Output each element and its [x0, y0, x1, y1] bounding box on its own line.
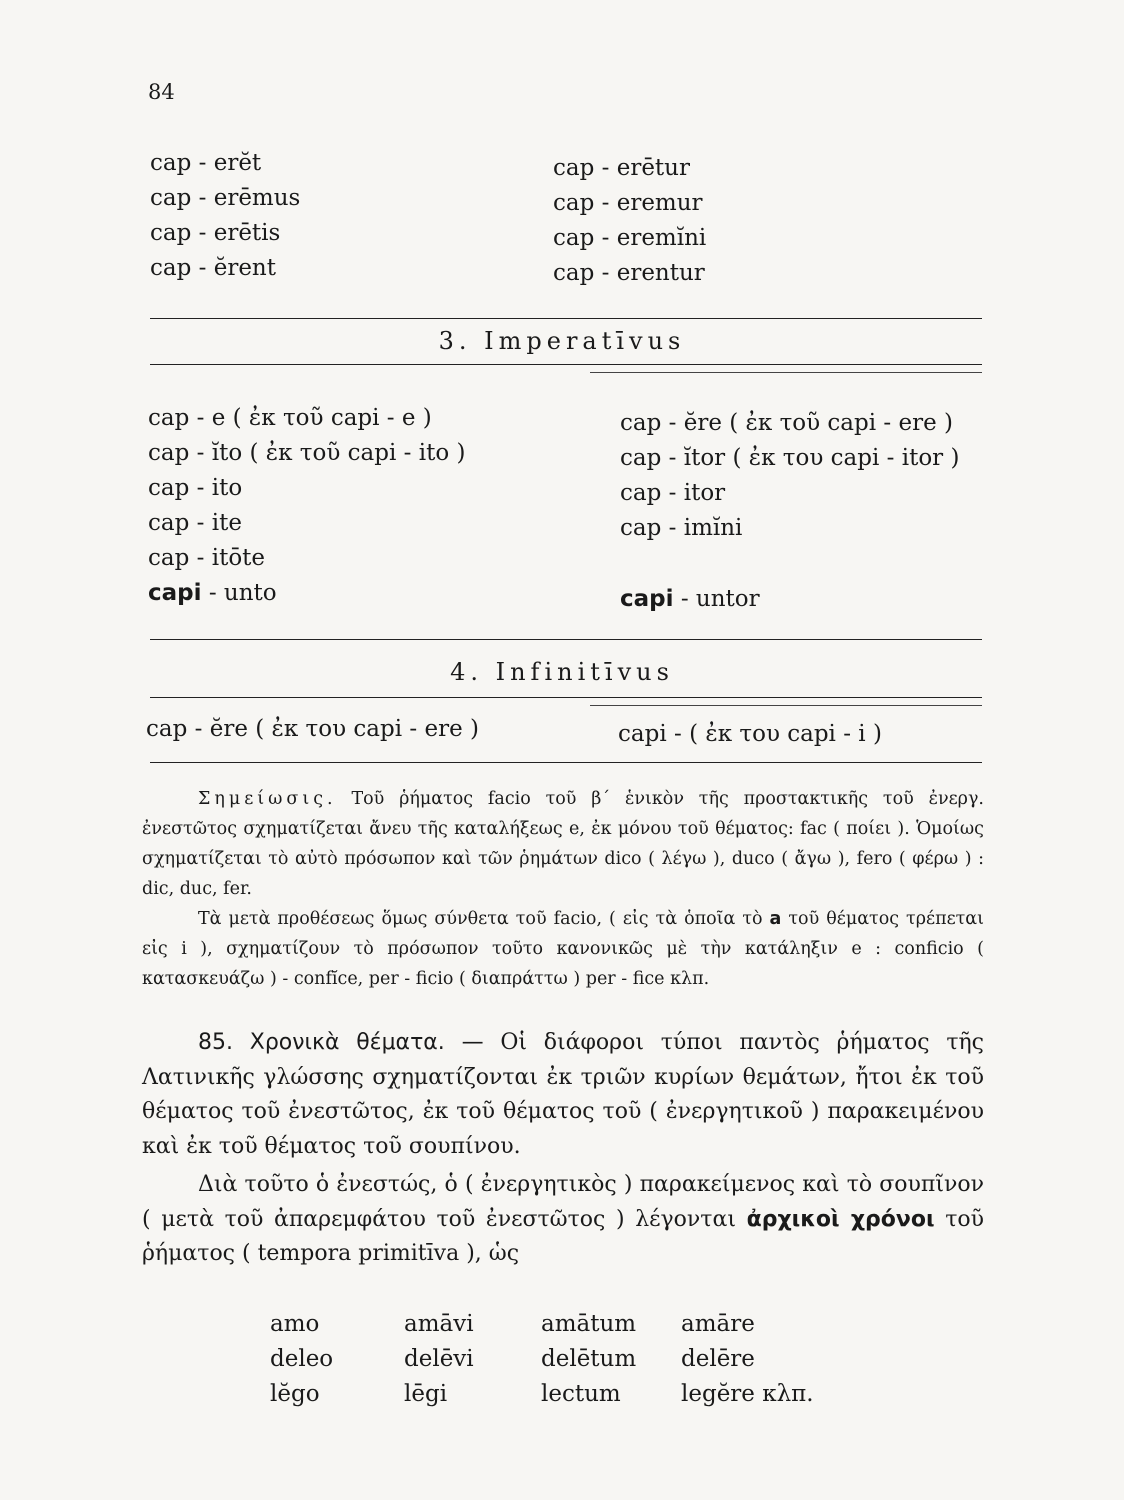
- principal-parts-row: [270, 1377, 836, 1412]
- subjunctive-passive-row: cap - erētur: [553, 155, 690, 181]
- subjunctive-passive-row: cap - erentur: [553, 260, 705, 286]
- imperativus-active-row: cap - ĭto ( ἐκ τοῦ capi - ito ): [148, 440, 466, 466]
- principal-parts-row: [270, 1307, 836, 1342]
- divider: [150, 318, 982, 319]
- infinitivus-active: [146, 712, 479, 747]
- section-85: [142, 1026, 984, 1272]
- imperativus-active-row: cap - ite: [148, 510, 242, 536]
- section-85-paragraph-2: Διὰ τοῦτο ὁ ἐνεστώς, ὁ ( ἐνεργητικὸς ) παρακείμενος καὶ τὸ σουπῖνον ( μετὰ τοῦ ἀπαρεμφάτου τοῦ ἐνεστῶτος ) λέγονται ἀρχικοὶ χρόνοι τοῦ ῥήματος ( tempora primitīva ), ὡς: [142, 1172, 984, 1266]
- section-title-infinitivus: 4. Infinitīvus: [450, 658, 674, 686]
- divider: [150, 639, 982, 640]
- subjunctive-active-row: cap - erētis: [150, 220, 281, 246]
- infinitivus-passive: [618, 717, 882, 752]
- imperativus-active-row: cap - ito: [148, 475, 243, 501]
- note: [142, 784, 984, 994]
- page-number: 84: [148, 80, 175, 104]
- note-paragraph-2: Τὰ μετὰ προθέσεως ὅμως σύνθετα τοῦ facio, ( εἰς τὰ ὁποῖα τὸ a τοῦ θέματος τρέπεται εἰς i ), σχηματίζουν τὸ πρόσωπον τοῦτο κανονικῶς μὲ τὴν κατάληξιν e : conficio ( κατασκευάζω ) - confĭce, per - ficio ( διαπράττω ) per - fice κλπ.: [142, 909, 984, 989]
- divider: [150, 697, 982, 698]
- section-title-imperativus: 3. Imperatīvus: [438, 327, 686, 355]
- imperativus-passive-row: cap - ĕre ( ἐκ τοῦ capi - ere ): [620, 410, 953, 436]
- principal-parts-table: [270, 1307, 836, 1412]
- subjunctive-passive-row: cap - eremĭni: [553, 225, 707, 251]
- subjunctive-active-row: cap - ĕrent: [150, 255, 276, 281]
- subjunctive-active-column: [150, 146, 300, 286]
- imperativus-passive-row: capi - untor: [620, 586, 760, 612]
- cell: lĕgo: [270, 1381, 320, 1407]
- divider: [590, 372, 982, 373]
- imperativus-passive-row: cap - itor: [620, 480, 726, 506]
- cell: amāre: [681, 1311, 755, 1337]
- infinitivus-passive-form: capi - ( ἐκ του capi - i ): [618, 721, 882, 747]
- cell: deleo: [270, 1346, 334, 1372]
- imperativus-passive-row: cap - imĭni: [620, 515, 743, 541]
- cell: amāvi: [404, 1311, 474, 1337]
- imperativus-active-row: capi - unto: [148, 580, 277, 606]
- cell: amo: [270, 1311, 320, 1337]
- cell: lectum: [541, 1381, 621, 1407]
- note-label: Σημείωσις.: [198, 789, 337, 809]
- imperativus-passive-row: cap - ĭtor ( ἐκ του capi - itor ): [620, 445, 960, 471]
- cell: delēre: [681, 1346, 755, 1372]
- divider: [590, 705, 982, 706]
- cell: delēvi: [404, 1346, 474, 1372]
- note-paragraph-1: Τοῦ ῥήματος facio τοῦ β΄ ἑνικὸν τῆς προστακτικῆς τοῦ ἐνεργ. ἐνεστῶτος σχηματίζεται ἄνευ τῆς καταλήξεως e, ἐκ μόνου τοῦ θέματος: fac ( ποίει ). Ὁμοίως σχηματίζεται τὸ αὐτὸ πρόσωπον καὶ τῶν ῥημάτων dico ( λέγω ), duco ( ἄγω ), fero ( φέρω ) : dic, duc, fer.: [142, 789, 984, 899]
- cell: amātum: [541, 1311, 637, 1337]
- section-85-heading: 85. Χρονικὰ θέματα. —: [198, 1030, 484, 1055]
- divider: [150, 364, 982, 365]
- infinitivus-active-form: cap - ĕre ( ἐκ του capi - ere ): [146, 716, 479, 742]
- subjunctive-passive-row: cap - eremur: [553, 190, 703, 216]
- subjunctive-active-row: cap - erēmus: [150, 185, 301, 211]
- divider: [150, 762, 982, 763]
- cell: legĕre κλπ.: [681, 1381, 814, 1407]
- imperativus-active-row: cap - e ( ἐκ τοῦ capi - e ): [148, 405, 432, 431]
- subjunctive-active-row: cap - erĕt: [150, 150, 262, 176]
- subjunctive-passive-column: [553, 151, 706, 291]
- imperativus-active-column: [148, 401, 465, 611]
- principal-parts-row: [270, 1342, 836, 1377]
- cell: delētum: [541, 1346, 637, 1372]
- imperativus-passive-column: [620, 406, 959, 617]
- section-85-paragraph-1: Οἱ διάφοροι τύποι παντὸς ῥήματος τῆς Λατινικῆς γλώσσης σχηματίζονται ἐκ τριῶν κυρίων θεμάτων, ἤτοι ἐκ τοῦ θέματος τοῦ ἐνεστῶτος, ἐκ τοῦ θέματος τοῦ ( ἐνεργητικοῦ ) παρακειμένου καὶ ἐκ τοῦ θέματος τοῦ σουπίνου.: [142, 1030, 984, 1159]
- cell: lēgi: [404, 1381, 448, 1407]
- imperativus-active-row: cap - itōte: [148, 545, 266, 571]
